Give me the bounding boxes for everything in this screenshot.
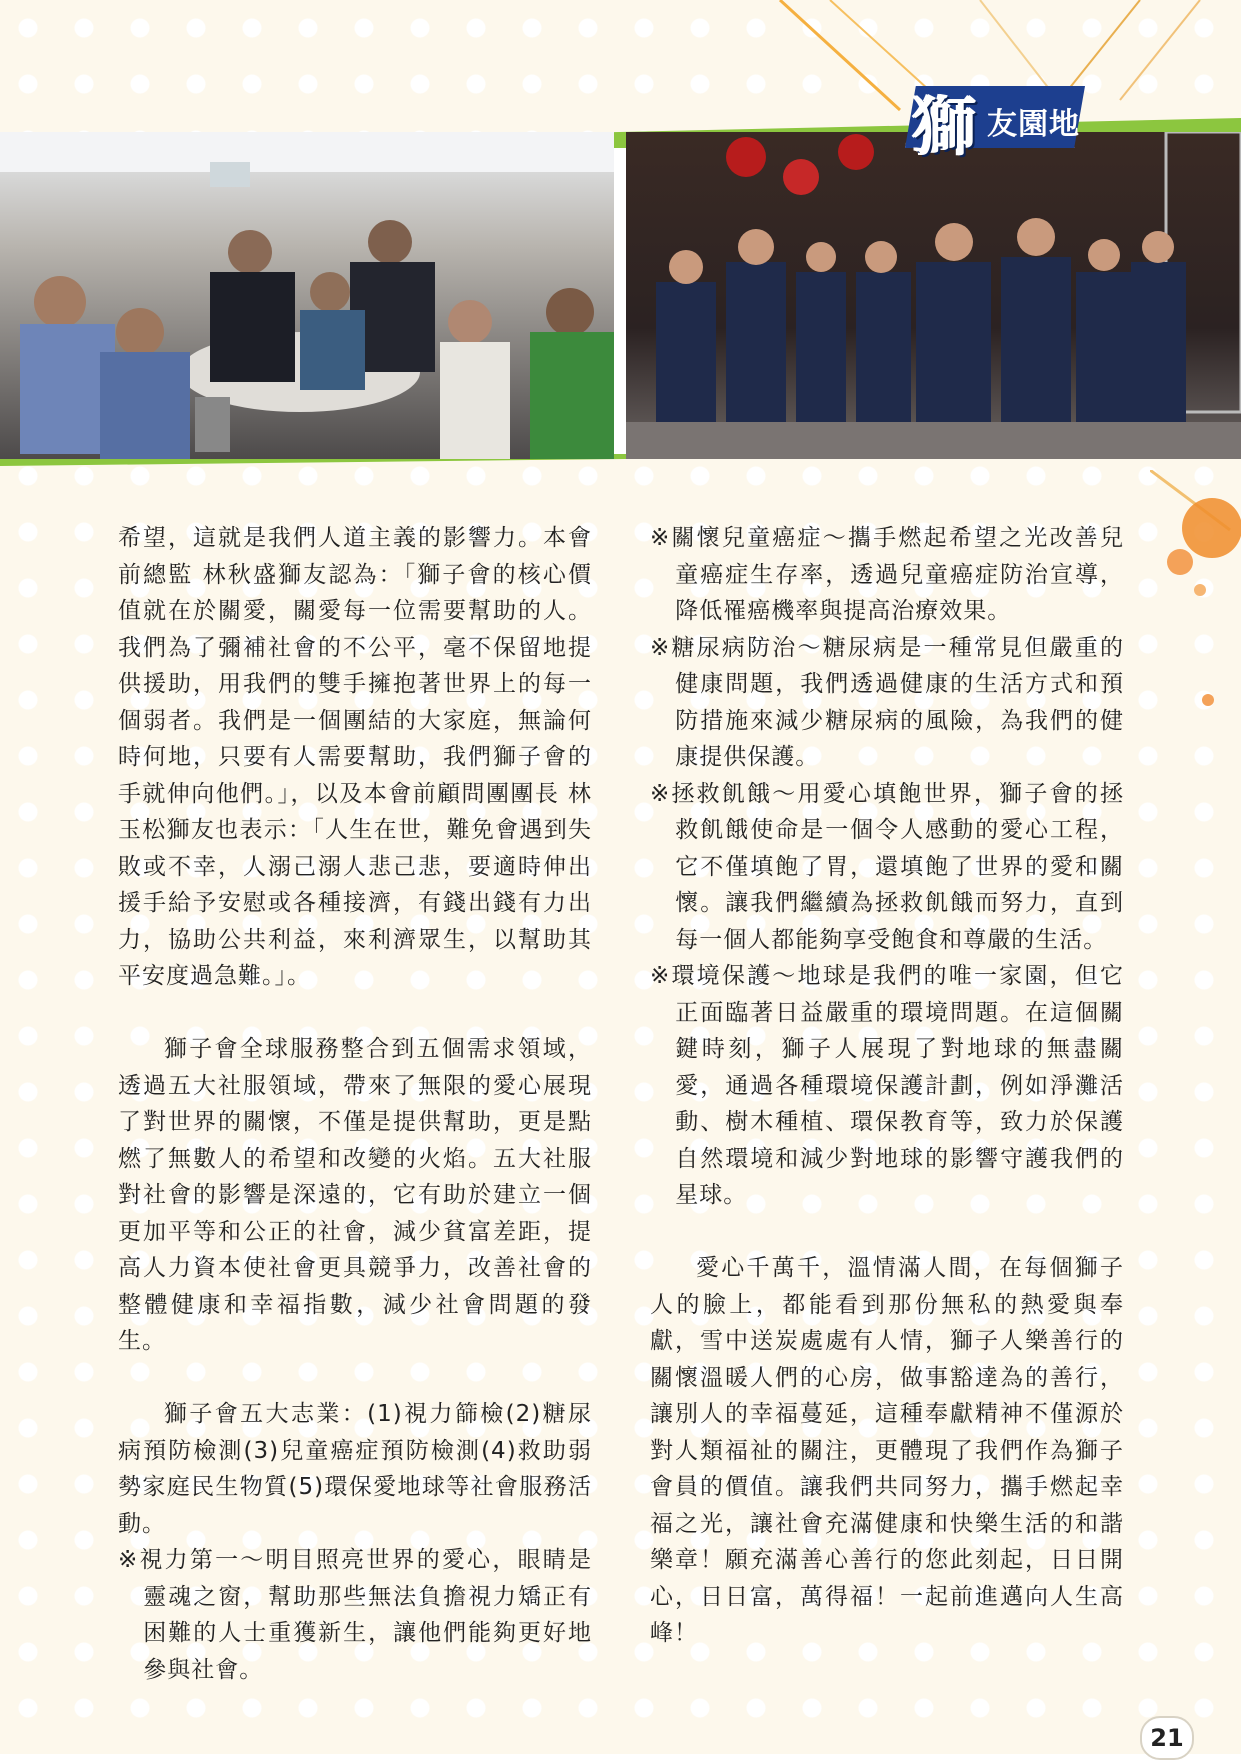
- temple-ceremony-photo: [626, 132, 1241, 459]
- paragraph-quotes: 希望，這就是我們人道主義的影響力。本會前總監 林秋盛獅友認為：「獅子會的核心價值就在於關愛，關愛每一位需要幫助的人。我們為了彌補社會的不公平，毫不保留地提供援助，用我們的雙手擁抱著世界上的每一個弱者。我們是一個團結的大家庭，無論何時何地，只要有人需要幫助，我們獅子會的手就伸向他們。」，以及本會前顧問團團長 林玉松獅友也表示：「人生在世，難免會遇到失敗或不幸，人溺己溺人悲己悲，要適時伸出援手給予安慰或各種接濟，有錢出錢有力出力，協助公共利益，來利濟眾生，以幫助其平安度過急難。」。: [118, 525, 592, 989]
- section-badge-lion-char: 獅: [913, 90, 977, 165]
- note-diabetes: ※糖尿病防治～糖尿病是一種常見但嚴重的健康問題，我們透過健康的生活方式和預防措施來減少糖尿病的風險，為我們的健康提供保護。: [650, 634, 1124, 770]
- article-left-column: [118, 520, 592, 1688]
- note-vision: ※視力第一～明目照亮世界的愛心，眼睛是靈魂之窗，幫助那些無法負擔視力矯正有困難的人士重獲新生，讓他們能夠更好地參與社會。: [118, 1547, 592, 1683]
- paragraph-gap: [650, 1214, 1124, 1251]
- note-environment: ※環境保護～地球是我們的唯一家園，但它正面臨著日益嚴重的環境問題。在這個關鍵時刻，獅子人展現了對地球的無盡關愛，通過各種環境保護計劃，例如淨灘活動、樹木種植、環保教育等，致力於保護自然環境和減少對地球的影響守護我們的星球。: [650, 963, 1124, 1208]
- paragraph-closing: 愛心千萬千，溫情滿人間，在每個獅子人的臉上，都能看到那份無私的熱愛與奉獻，雪中送炭處處有人情，獅子人樂善行的關懷溫暖人們的心房，做事豁達為的善行，讓別人的幸福蔓延，這種奉獻精神不僅源於對人類福祉的關注，更體現了我們作為獅子會員的價值。讓我們共同努力，攜手燃起幸福之光，讓社會充滿健康和快樂生活的和諧樂章！願充滿善心善行的您此刻起，日日開心，日日富，萬得福！一起前進邁向人生高峰！: [650, 1255, 1124, 1646]
- paragraph-gap: [118, 1360, 592, 1397]
- article-right-column: [650, 520, 1124, 1652]
- temple-ceremony-photo-image: [626, 132, 1241, 459]
- section-badge-title: 友園地: [987, 107, 1080, 142]
- banquet-photo: [0, 132, 614, 459]
- paragraph-five-areas: 獅子會全球服務整合到五個需求領域，透過五大社服領域，帶來了無限的愛心展現了對世界的關懷，不僅是提供幫助，更是點燃了無數人的希望和改變的火焰。五大社服對社會的影響是深遠的，它有助於建立一個更加平等和公正的社會，減少貧富差距，提高人力資本使社會更具競爭力，改善社會的整體健康和幸福指數，減少社會問題的發生。: [118, 1036, 592, 1354]
- note-childhood-cancer: ※關懷兒童癌症～攜手燃起希望之光改善兒童癌症生存率，透過兒童癌症防治宣導，降低罹癌機率與提高治療效果。: [650, 525, 1124, 624]
- note-hunger: ※拯救飢餓～用愛心填飽世界，獅子會的拯救飢餓使命是一個令人感動的愛心工程，它不僅填飽了胃，還填飽了世界的愛和關懷。讓我們繼續為拯救飢餓而努力，直到每一個人都能夠享受飽食和尊嚴的生活。: [650, 780, 1124, 953]
- section-badge: [905, 86, 1085, 165]
- banquet-photo-image: [0, 132, 614, 459]
- page-number: 21: [1140, 1716, 1194, 1760]
- decorative-orange-dots: [1150, 470, 1241, 730]
- paragraph-five-causes: 獅子會五大志業：(1)視力篩檢(2)糖尿病預防檢測(3)兒童癌症預防檢測(4)救助弱勢家庭民生物質(5)環保愛地球等社會服務活動。: [118, 1401, 592, 1537]
- paragraph-gap: [118, 995, 592, 1032]
